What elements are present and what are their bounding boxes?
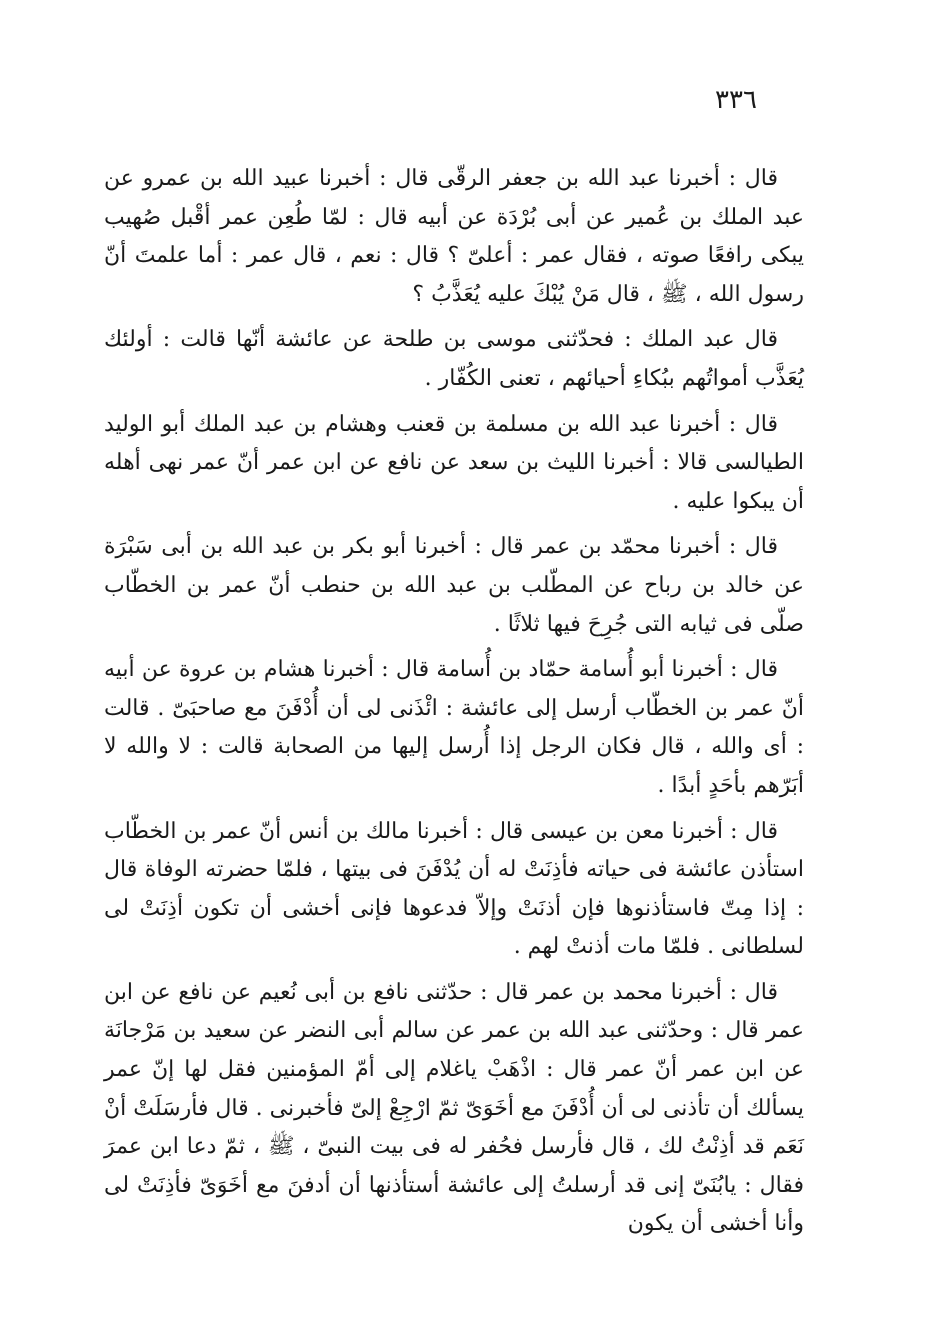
paragraph: قال : أخبرنا محمد بن عمر قال : حدّثنى نافع بن أبى نُعيم عن نافع عن ابن عمر قال : وحدّثنى عبد الله بن عمر عن سالم أبى النضر عن سعيد بن مَرْجانَة عن ابن عمر أنّ عمر قال : اذْهَبْ ياغلام إلى أمّ المؤمنين فقل لها إنّ عمر يسألك أن تأذنى لى أن أُدْفَنَ مع أخَوَىّ ثمّ ارْجِعْ إلىّ فأخبرنى . قال فأرسَلَتْ أنْ نَعَم قد أذِنْتُ لك ، قال فأرسل فحُفر له فى بيت النبىّ ، ﷺ ، ثمّ دعا ابن عمرَ فقال : يابُنَىّ إنى قد أرسلتُ إلى عائشة أستأذنها أن أدفنَ مع أخَوَىّ فأذِنَتْ لى وأنا أخشى أن يكون (104, 979, 804, 1237)
paragraph: قال : أخبرنا محمّد بن عمر قال : أخبرنا أبو بكر بن عبد الله بن أبى سَبْرَة عن خالد بن رباح عن المطّلب بن عبد الله بن حنطب أنّ عمر بن الخطّاب صلّى فى ثيابه التى جُرِحَ فيها ثلاثًا . (104, 534, 804, 637)
paragraph: قال عبد الملك : فحدّثنى موسى بن طلحة عن عائشة أنّها قالت : أولئك يُعَذَّب أمواتُهم ببُكاءِ أحيائهم ، تعنى الكُفّار . (104, 327, 804, 391)
paragraph: قال : أخبرنا أبو أُسامة حمّاد بن أُسامة قال : أخبرنا هشام بن عروة عن أبيه أنّ عمر بن الخطّاب أرسل إلى عائشة : ائْذَنى لى أن أُدْفَنَ مع صاحبَىّ . قالت : أى والله ، قال فكان الرجل إذا أُرسل إليها من الصحابة قالت : لا والله لا أبَرّهم بأحَدٍ أبدًا . (104, 657, 804, 798)
page-number: ٣٣٦ (715, 85, 757, 115)
body-text (104, 160, 804, 1251)
paragraph: قال : أخبرنا معن بن عيسى قال : أخبرنا مالك بن أنس أنّ عمر بن الخطّاب استأذن عائشة فى حياته فأذِنَتْ له أن يُدْفَنَ فى بيتها ، فلمّا حضرته الوفاة قال : إذا مِتّ فاستأذنوها فإن أذنَتْ وإلاّ فدعوها فإنى أخشى أن تكون أذِنَتْ لى لسلطانى . فلمّا مات أذنتْ لهم . (104, 818, 804, 960)
paragraph: قال : أخبرنا عبد الله بن مسلمة بن قعنب وهشام بن عبد الملك أبو الوليد الطيالسى قالا : أخبرنا الليث بن سعد عن نافع عن ابن عمر أنّ عمر نهى أهله أن يبكوا عليه . (104, 411, 804, 514)
paragraph: قال : أخبرنا عبد الله بن جعفر الرقّى قال : أخبرنا عبيد الله بن عمرو عن عبد الملك بن عُمير عن أبى بُرْدَة عن أبيه قال : لمّا طُعِن عمر أقْبل صُهيب يبكى رافعًا صوته ، فقال عمر : أعلىّ ؟ قال : نعم ، قال عمر : أما علمتَ أنّ رسول الله ، ﷺ ، قال مَنْ يُبْكَ عليه يُعَذَّبُ ؟ (104, 166, 804, 307)
